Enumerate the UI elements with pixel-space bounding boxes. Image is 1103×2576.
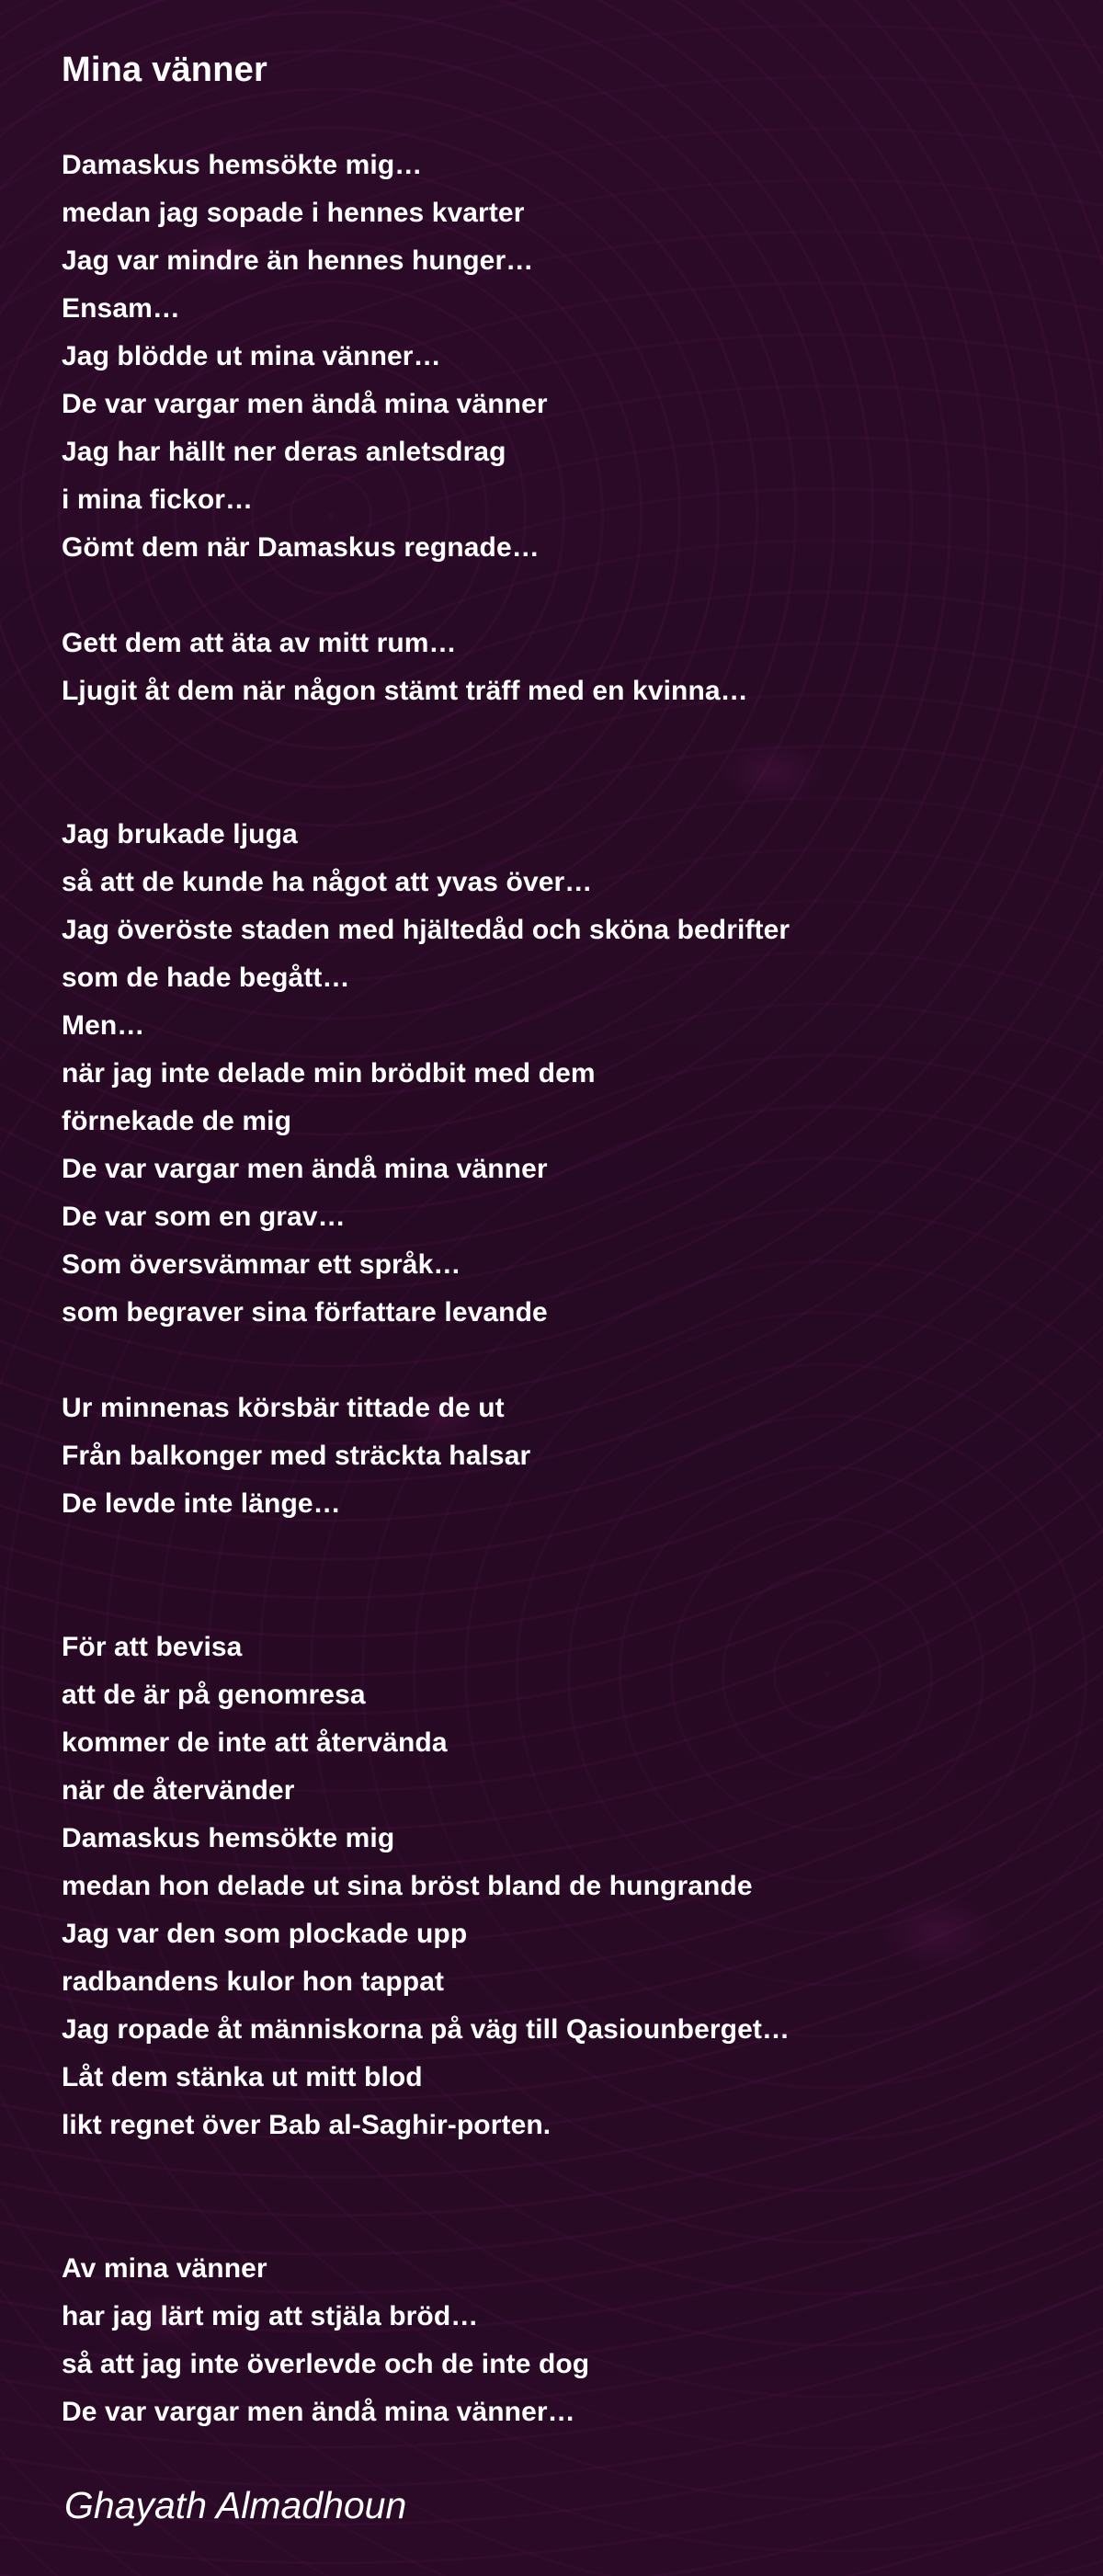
- poem-line: De var vargar men ändå mina vänner: [62, 389, 548, 419]
- poem-line: som begraver sina författare levande: [62, 1297, 548, 1328]
- poem-line: förnekade de mig: [62, 1106, 291, 1136]
- poem-line: Från balkonger med sträckta halsar: [62, 1441, 531, 1471]
- poem-line: Gett dem att äta av mitt rum…: [62, 628, 457, 658]
- stanza-break: [62, 572, 1054, 620]
- poem-line: medan jag sopade i hennes kvarter: [62, 198, 525, 228]
- stanza-break: [62, 2149, 1054, 2197]
- poem-line: när jag inte delade min brödbit med dem: [62, 1058, 596, 1089]
- poem-line: Ensam…: [62, 293, 180, 324]
- poem-line: när de återvänder: [62, 1775, 295, 1806]
- poem-line: De var som en grav…: [62, 1202, 346, 1232]
- poem-line: Låt dem stänka ut mitt blod: [62, 2062, 423, 2092]
- poem-line: Damaskus hemsökte mig…: [62, 150, 423, 180]
- poem-line: så att jag inte överlevde och de inte dog: [62, 2349, 590, 2379]
- poem-line: radbandens kulor hon tappat: [62, 1966, 445, 1997]
- poem-line: Jag har hällt ner deras anletsdrag: [62, 437, 506, 467]
- poem-line: De var vargar men ändå mina vänner: [62, 1154, 548, 1184]
- poem-title: Mina vänner: [62, 51, 267, 89]
- poem-line: Jag var mindre än hennes hunger…: [62, 245, 534, 276]
- poem-line: i mina fickor…: [62, 484, 254, 515]
- poem-line: Gömt dem när Damaskus regnade…: [62, 532, 540, 563]
- poem-line: som de hade begått…: [62, 963, 350, 993]
- poem-line: Av mina vänner: [62, 2253, 267, 2284]
- poem-line: så att de kunde ha något att yvas över…: [62, 867, 593, 897]
- stanza-break: [62, 763, 1054, 811]
- poem-line: Ur minnenas körsbär tittade de ut: [62, 1393, 505, 1423]
- stanza-break: [62, 1576, 1054, 1624]
- poem-line: De levde inte länge…: [62, 1488, 341, 1519]
- poem-line: medan hon delade ut sina bröst bland de hungrande: [62, 1871, 753, 1901]
- poem-line: Jag blödde ut mina vänner…: [62, 341, 441, 371]
- poem-line: Damaskus hemsökte mig: [62, 1823, 395, 1853]
- poem-line: Jag var den som plockade upp: [62, 1919, 468, 1949]
- poem-line: Jag ropade åt människorna på väg till Qasiounberget…: [62, 2014, 790, 2045]
- poem-line: För att bevisa: [62, 1632, 243, 1662]
- poem-line: De var vargar men ändå mina vänner…: [62, 2397, 575, 2427]
- poem-line: Jag överöste staden med hjältedåd och sköna bedrifter: [62, 915, 790, 945]
- poem-line: kommer de inte att återvända: [62, 1727, 448, 1758]
- poem-author: Ghayath Almadhoun: [64, 2484, 407, 2526]
- poem-line: Som översvämmar ett språk…: [62, 1249, 461, 1280]
- poem-card: [62, 44, 1054, 96]
- poem-line: att de är på genomresa: [62, 1680, 366, 1710]
- stanza-break: [62, 715, 1054, 763]
- stanza-break: [62, 1528, 1054, 1576]
- poem-line: Jag brukade ljuga: [62, 819, 298, 849]
- stanza-break: [62, 2197, 1054, 2245]
- poem-line: likt regnet över Bab al-Saghir-porten.: [62, 2110, 552, 2140]
- poem-body: [62, 142, 1054, 2436]
- stanza-break: [62, 1337, 1054, 1385]
- poem-line: har jag lärt mig att stjäla bröd…: [62, 2301, 479, 2331]
- poem-line: Men…: [62, 1010, 145, 1041]
- poem-line: Ljugit åt dem när någon stämt träff med en kvinna…: [62, 676, 748, 706]
